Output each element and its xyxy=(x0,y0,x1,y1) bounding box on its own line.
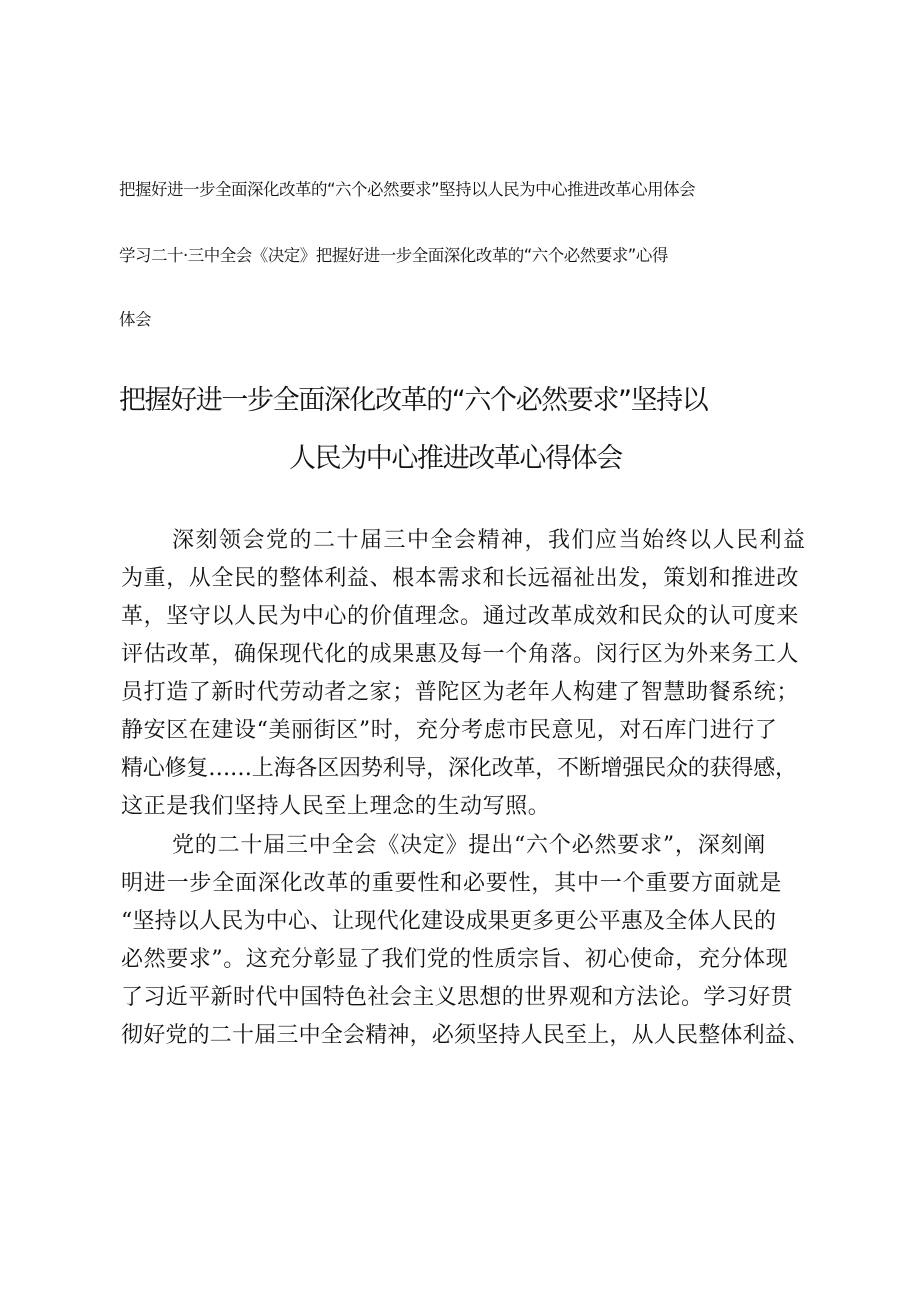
article-title-line-2: 人民为中心推进改革心得体会 xyxy=(289,443,622,474)
toc-entry-1: 把握好进一步全面深化改革的“六个必然要求”堅持以人民为中心推进改革心用体会 xyxy=(119,180,696,199)
paragraph-line: 这正是我们坚持人民至上理念的生动写照。 xyxy=(121,794,551,819)
paragraph-line: 必然要求”。这充分彰显了我们党的性质宗旨、初心使命，充分体现 xyxy=(121,947,789,972)
paragraph-line: 深刻领会党的二十届三中全会精神，我们应当始终以人民利益 xyxy=(172,528,807,553)
article-title-line-1: 把握好进一步全面深化改革的“六个必然要求”坚持以 xyxy=(119,385,708,416)
paragraph-line: 评估改革，确保现代化的成果惠及每一个角落。闵行区为外来务工人 xyxy=(121,642,800,667)
toc-entry-2-line-2: 体会 xyxy=(119,310,151,329)
paragraph-line: 党的二十届三中全会《决定》提出“六个必然要求”，深刻阐 xyxy=(172,833,767,858)
paragraph-line: 了习近平新时代中国特色社会主义思想的世界观和方法论。学习好贯 xyxy=(121,985,794,1010)
paragraph-line: 彻好党的二十届三中全会精神，必须坚持人民至上，从人民整体利益、 xyxy=(121,1023,810,1048)
toc-entry-2-line-1: 学习二十·三中全会《决定》把握好进一步全面深化改革的“六个必然要求”心得 xyxy=(119,246,668,265)
paragraph-line: 静安区在建设“美丽街区”时，充分考虑市民意见，对石库门进行了 xyxy=(121,718,778,743)
paragraph-line: 精心修复……上海各区因势利导，深化改革，不断增强民众的获得感， xyxy=(121,756,797,781)
paragraph-line: 员打造了新时代劳动者之家；普陀区为老年人构建了智慧助餐系统； xyxy=(121,680,800,705)
paragraph-line: 为重，从全民的整体利益、根本需求和长远福祉出发，策划和推进改 xyxy=(121,566,800,591)
paragraph-line: 革，坚守以人民为中心的价值理念。通过改革成效和民众的认可度来 xyxy=(121,604,800,629)
paragraph-line: 明进一步全面深化改革的重要性和必要性，其中一个重要方面就是 xyxy=(121,871,783,896)
paragraph-line: “坚持以人民为中心、让现代化建设成果更多更公平惠及全体人民的 xyxy=(121,909,777,934)
